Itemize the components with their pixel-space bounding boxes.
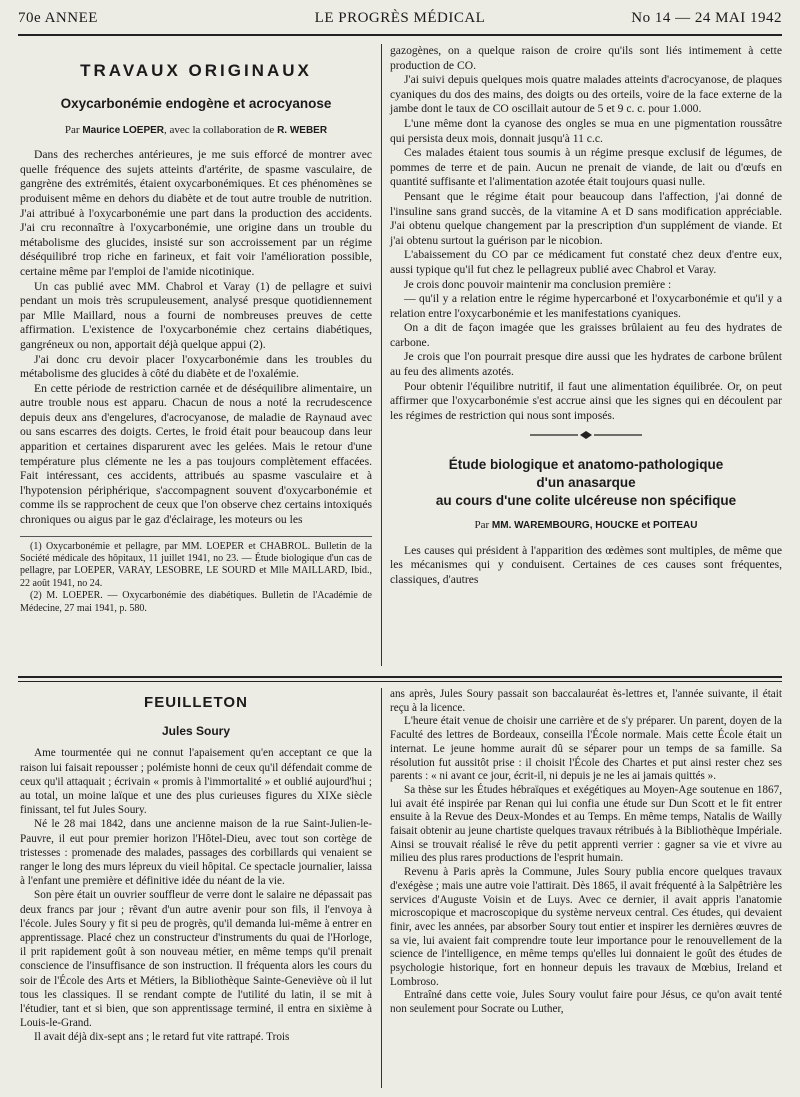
article1-paragraph: Je crois que l'on pourrait presque dire aussi que les hydrates de carbone brûlent au feu des aliments azotés. [390,350,782,379]
feuilleton-left-column [20,696,372,1045]
footnote: (1) Oxycarbonémie et pellagre, par MM. LOEPER et CHABROL. Bulletin de la Société médicale des hôpitaux, 11 juillet 1941, no 23. — Étude biologique d'un cas de pellagre, par LOEPER, VARAY, LESOBRE, LE SOURD et Mlle MAILLARD, Ibid., 22 août 1941, no 24. [20,540,372,589]
article1-title: Oxycarbonémie endogène et acrocyanose [60,95,332,111]
feuilleton-paragraph: Il avait déjà dix-sept ans ; le retard fut vite rattrapé. Trois [34,1031,290,1044]
feuilleton-column-divider [381,688,382,1088]
article1-paragraph: Ces malades étaient tous soumis à un régime presque exclusif de légumes, de pommes de terre et de pain. Aucun ne prenait de viande, de lait ou d'œufs en quantité suffisante et l'alimentation azotée était toujours quasi nulle. [390,146,782,189]
feuilleton-paragraph: Entraîné dans cette voie, Jules Soury voulut faire pour Jésus, ce qu'on avait tenté non seulement pour Socrate ou Luther, [390,989,782,1016]
article2-byline: Par MM. WAREMBOURG, HOUCKE et POITEAU [474,519,698,532]
header-rule [18,34,782,36]
feuilleton-title: FEUILLETON [144,694,248,711]
header-journal-title: LE PROGRÈS MÉDICAL [314,10,486,26]
feuilleton-paragraph: Ame tourmentée qui ne connut l'apaisement qu'en acceptant ce que la raison lui faisait repousser ; polémiste honni de ceux qu'il défendait comme de ceux qu'il attaquait ; écrivain « promis à l'immortalité » et oublié aujourd'hui ; au total, un moine laïque et une des plus curieuses figures du XIXe siècle finissant, tel fut Jules Soury. [20,747,372,817]
feuilleton-paragraph: Son père était un ouvrier souffleur de verre dont le salaire ne dépassait pas deux francs par jour ; rêvant d'un autre avenir pour son fils, il l'envoya à l'école. Jules Soury y fit si peu de progrès, qu'il demanda lui-même à entrer en apprentissage. Placé chez un constructeur d'instruments du quai de l'Horloge, il prit rapidement goût à son nouveau métier, en même temps qu'il prenait conscience de l'insuffisance de son instruction. Il fréquenta alors les cours du soir de l'École des Arts et Métiers, la Bibliothèque Sainte-Geneviève où il lut tous les classiques. Il se rendant compte de l'utilité du latin, il se mit à l'étudier, tant et si bien, que son apprentissage terminé, il entra en sixième à Louis-le-Grand. [20,889,372,1030]
header-year: 70e ANNEE [18,10,98,26]
feuilleton-paragraph: Sa thèse sur les Études hébraïques et exégétiques au Moyen-Age soutenue en 1867, lui avait été inspirée par Renan qui lui confia une étude sur Dun Scott et le fit entrer ensuite à la Revue des Deux-Mondes et au Temps. En même temps, Natalis de Wailly faisait obtenir au jeune chartiste quelques travaux rétribués à la Bibliothèque Impériale. Ainsi se trouvait réalisé le rêve du petit apprenti verrier : gagner sa vie et vivre au milieu des plus rares productions de l'esprit humain. [390,783,782,865]
feuilleton-paragraph: ans après, Jules Soury passait son baccalauréat ès-lettres et, l'année suivante, il était reçu à la licence. [390,688,782,714]
footnotes [20,536,372,615]
article1-paragraph: J'ai donc cru devoir placer l'oxycarbonémie dans les troubles du métabolisme des glucides à côté du diabète et de l'oxalémie. [20,352,372,381]
feuilleton-paragraph: L'heure était venue de choisir une carrière et de s'y préparer. Un parent, doyen de la Faculté des lettres de Bordeaux, conseilla l'École normale. Mais cette École était un internat. Le jeune homme aurait dû se séparer pour un temps de sa famille. Sa résolution fut aussitôt prise : il choisit l'École des Chartes et put ainsi rester chez ses parents : « ni avant ce jour, écrit-il, ni depuis je ne les ai jamais quittés ». [390,715,782,783]
article1-paragraph: Je crois donc pouvoir maintenir ma conclusion première : [404,277,672,291]
article1-author: Maurice LOEPER [82,124,165,136]
article1-paragraph: J'ai suivi depuis quelques mois quatre malades atteints d'acrocyanose, de plaques cyaniques du dos des mains, des doigts ou des orteils, voire de la face externe de la jambe dont le taux de CO oscillait autour de 5 et 9 c. c. pour 1.000. [390,73,782,116]
article2-title: Étude biologique et anatomo-pathologique d'un anasarque au cours d'une colite ulcéreuse non spécifique [435,457,737,509]
article1-paragraph: Pensant que le régime était pour beaucoup dans l'affection, j'ai donné de l'insuline sans grand succès, de la vitamine A et D sans modification appréciable. J'ai obtenu quelque changement par la prescription d'un supplément de viande. Et j'ai obtenu surtout la guérison par le nicobion. [390,189,782,247]
column-upper-right [390,44,782,587]
feuilleton-rule-bottom [18,681,782,682]
article1-paragraph: gazogènes, on a quelque raison de croire qu'ils sont liés intimement à cette production de CO. [390,44,782,72]
article2-authors: MM. WAREMBOURG, HOUCKE et POITEAU [491,520,698,532]
article1-paragraph: Pour obtenir l'équilibre nutritif, il faut une alimentation équilibrée. Or, on peut affirmer que l'oxycarbonémie s'est accrue ainsi que les signes qui en découlent par les régimes de restriction qui nous sont imposés. [390,379,782,422]
section-title: TRAVAUX ORIGINAUX [80,61,312,80]
article1-paragraph: Un cas publié avec MM. Chabrol et Varay (1) de pellagre et suivi pendant un mois très scrupuleusement, analysé presque quotidiennement par Mlle Maillard, nous a fourni de nombreuses preuves de cette affirmation. L'existence de l'oxycarbonémie chez certains diabétiques, gangréneux ou non, apportait déjà quelque appui (2). [20,279,372,351]
article2-paragraph: Les causes qui président à l'apparition des œdèmes sont multiples, de même que les mécanismes qui y conduisent. Certaines de ces causes sont fréquentes, classiques, d'autres [390,543,782,586]
article1-byline: Par Maurice LOEPER, avec la collaboration de R. WEBER [64,123,328,136]
article1-paragraph: En cette période de restriction carnée et de déséquilibre alimentaire, un autre trouble nous est apparu. Chacun de nous a noté la recrudescence depuis deux ans d'engelures, d'acrocyanose, de maladie de Raynaud avec ou sans escarres des doigts. Certes, le froid était pour beaucoup dans leur apparition et certaines disparurent avec les gelées. Mais le retour d'une température plus clémente ne les a pas toujours complètement effacées. Fait intéressant, ces accidents, attribués au spasme vasculaire et à l'hypotension périphérique, s'accompagnent souvent d'oxycarbonémie et comme ils se rapprochent de ceux que l'on observe chez certains intoxiqués chroniques ou aigus par le gaz d'éclairage, les moteurs ou les [20,381,372,527]
ornament-divider [390,429,782,444]
header-issue-date: No 14 — 24 MAI 1942 [631,10,782,26]
article1-paragraph: L'abaissement du CO par ce médicament fut constaté chez deux d'entre eux, aussi typique qu'il fut chez le pellagreux publié avec Chabrol et Varay. [390,248,782,276]
ornament-icon [526,430,646,440]
feuilleton-rule-top [18,676,782,678]
column-upper-left [20,60,372,615]
article1-collaborator: R. WEBER [277,124,328,136]
footnote: (2) M. LOEPER. — Oxycarbonémie des diabétiques. Bulletin de l'Académie de Médecine, 27 mai 1941, p. 580. [20,590,372,614]
article1-paragraph: L'une même dont la cyanose des ongles se mua en une pigmentation roussâtre qui persista deux mois, donnait jusqu'à 11 c.c. [390,116,782,145]
feuilleton-subtitle: Jules Soury [161,724,231,739]
article1-paragraph: Dans des recherches antérieures, je me suis efforcé de montrer avec quelle fréquence des sujets atteints d'artérite, de spasme vasculaire, de gangrène des extrémités, étaient oxycarbonémiques. Et ces phénomènes se produisent même en dehors du diabète et de tout autre trouble de nutrition. J'ai attribué à l'oxycarbonémie une part dans la production des accidents. J'ai cru reconnaître à l'oxycarbonémie, une origine dans un trouble du métabolisme des glucides, insisté sur son accroissement par un régime déséquilibré trop riche en farineux, et fait voir l'amélioration possible, certaine même par l'emploi de l'amide nicotinique. [20,148,372,278]
feuilleton-right-column [390,688,782,1017]
column-divider [381,44,382,666]
article1-paragraph: On a dit de façon imagée que les graisses brûlaient au feu des hydrates de carbone. [390,321,782,349]
feuilleton-paragraph: Né le 28 mai 1842, dans une ancienne maison de la rue Saint-Julien-le-Pauvre, il eut pour premier horizon l'Hôtel-Dieu, avec tout son cortège de tristesses : promenade des malades, passages des corbillards qui venaient se ranger le long des murs lépreux du vieil hôpital. Ce spectacle journalier, laissa à l'enfant une première et définitive idée du néant de la vie. [20,818,372,888]
feuilleton-paragraph: Revenu à Paris après la Commune, Jules Soury publia encore quelques travaux d'exégèse ; mais une autre voie l'attirait. Dès 1865, il avait fréquenté à la Salpêtrière les services d'Auguste Voisin et de Luys. Avec ce dernier, il avait appris l'anatomie microscopique et macroscopique du système nerveux central. Ces études, qui devaient finir, avec les années, par absorber Soury tout entier et inspirer les dernières œuvres de sa vie, lui avaient fait comprendre toute leur importance pour le renouvellement de la science de l'intelligence, en même temps qu'elles lui donnaient le goût des études de psychologie historique, fort en honneur depuis les travaux de Mœbius, Ireland et Lombroso. [390,866,782,988]
page-header [18,4,782,32]
article1-paragraph: — qu'il y a relation entre le régime hypercarboné et l'oxycarbonémie et qu'il y a relation entre l'oxycarbonémie et les manifestations cyaniques. [390,292,782,320]
